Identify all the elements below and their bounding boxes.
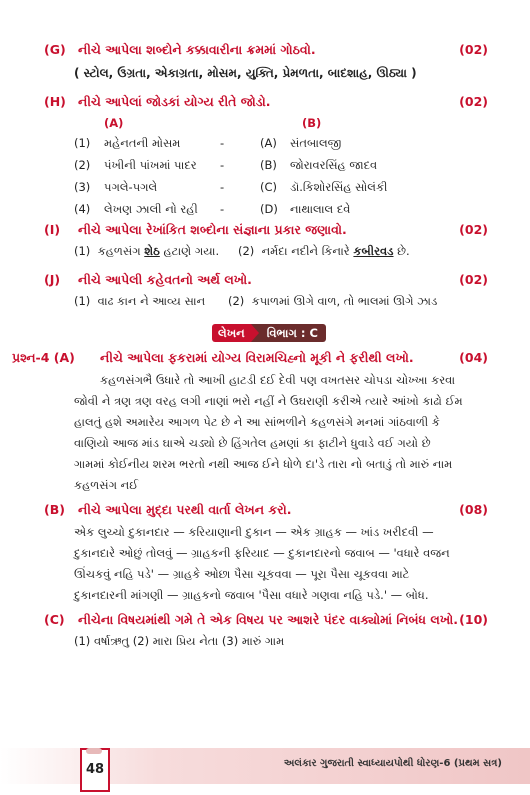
question-c bbox=[0, 612, 530, 648]
story-line: ઊંચકવું નહિ પડે' — ગ્રાહકે ઓછા પૈસા ચૂકવવા — પૂરા પૈસા ચૂકવવા માટે bbox=[74, 567, 410, 581]
marks: (10) bbox=[459, 612, 488, 627]
paragraph-line: વાણિયો આજ માંડ ઘાએ ચડ્યો છે હિંગતેલ હમણાં કા ફાટીને ધુવાડે વઈ ગયો છે bbox=[74, 436, 431, 450]
marks: (08) bbox=[459, 502, 488, 517]
sentence-1 bbox=[74, 244, 219, 259]
option-letter: (B) bbox=[260, 158, 277, 172]
question-title: નીચે આપેલાં જોડકાં યોગ્ય રીતે જોડો. bbox=[78, 94, 271, 109]
question-letter: (I) bbox=[44, 222, 61, 237]
row-number: (4) bbox=[74, 202, 91, 216]
question-title: નીચે આપેલા ફકરામાં યોગ્ય વિરામચિહ્નો મૂકી ને ફરીથી લખો. bbox=[100, 350, 414, 365]
row-number: (1) bbox=[74, 136, 91, 150]
paragraph-line: જોવી ને ત્રણ ત્રણ વરહ લગી નાણાં ભરો નહીં ને ઉઘરાણી કરીએ ત્યારે આંખો કાઢો ઈમ bbox=[74, 394, 463, 408]
column-a-header: (A) bbox=[104, 116, 124, 130]
marks: (02) bbox=[459, 42, 488, 57]
binding-ring-icon bbox=[86, 748, 102, 754]
section-label: વિભાગ : C bbox=[259, 324, 326, 342]
column-b-item: ડૉ.કિશોરસિંહ સોલંકી bbox=[290, 180, 388, 194]
sentence-text: કહળસંગ bbox=[97, 244, 145, 258]
column-b-header: (B) bbox=[302, 116, 322, 130]
proverb-1 bbox=[74, 294, 205, 309]
proverb-2 bbox=[228, 294, 437, 309]
sentence-text: નર્મદા નદીને કિનારે bbox=[261, 244, 354, 258]
essay-topics: (1) વર્ષાઋતુ (2) મારા પ્રિય નેતા (3) મારું ગામ bbox=[74, 634, 285, 648]
question-title: નીચે આપેલી કહેવતનો અર્થ લખો. bbox=[78, 272, 252, 287]
column-a-item: મહેનતની મોસમ bbox=[104, 136, 181, 150]
page-number: 48 bbox=[85, 762, 105, 777]
question-letter: (J) bbox=[44, 272, 61, 287]
proverb-number: (2) bbox=[228, 294, 245, 308]
question-letter: (G) bbox=[44, 42, 66, 57]
question-title: નીચે આપેલા શબ્દોને કક્કાવારીના ક્રમમાં ગોઠવો. bbox=[78, 42, 316, 57]
question-title: નીચે આપેલા મુદ્દા પરથી વાર્તા લેખન કરો. bbox=[78, 502, 292, 517]
question-g bbox=[0, 42, 530, 80]
story-points bbox=[74, 522, 484, 606]
option-letter: (D) bbox=[260, 202, 278, 216]
sentence-2 bbox=[238, 244, 410, 259]
underlined-word: કબીરવડ bbox=[353, 244, 394, 258]
story-line: દુકાનદારની માંગણી — ગ્રાહકનો જવાબ 'પૈસા વધારે ગણવા નહિ પડે.' — બોધ. bbox=[74, 588, 429, 602]
question-b bbox=[0, 502, 530, 602]
question-h bbox=[0, 94, 530, 216]
paragraph-line: ગામમાં કોઈનીય શરમ ભરતો નથી આજ ઈને ધોળે દા'ડે તારા નો બતાડું તો મારું નામ bbox=[74, 457, 453, 471]
question-prefix: પ્રશ્ન-4 (A) bbox=[12, 350, 75, 365]
question-letter: (C) bbox=[44, 612, 65, 627]
paragraph-line: હાલતું હશે અમારેય આગળ પેટ છે ને આ સાંભળીને કહળસંગે મનમાં ગાંઠવાળી કે bbox=[74, 415, 440, 429]
arrow-icon bbox=[251, 324, 259, 342]
match-dash: - bbox=[220, 202, 225, 216]
word-list: ( સ્ટોલ, ઉગ્રતા, એકાગ્રતા, મોસમ, યુક્તિ, પ્રેમળતા, બાદશાહ, ઊઠ્યા ) bbox=[74, 66, 417, 80]
column-a-item: લેખણ ઝાલી નો રહી bbox=[104, 202, 198, 216]
option-letter: (A) bbox=[260, 136, 277, 150]
underlined-word: શેઠ bbox=[144, 244, 160, 258]
column-b-item: નાથાલાલ દવે bbox=[290, 202, 351, 216]
question-j bbox=[0, 272, 530, 308]
sentence-number: (2) bbox=[238, 244, 255, 258]
section-banner bbox=[212, 324, 326, 342]
match-dash: - bbox=[220, 180, 225, 194]
question-letter: (B) bbox=[44, 502, 65, 517]
story-line: દુકાનદારે ઓછું તોલવું — ગ્રાહકની ફરિયાદ — દુકાનદારનો જવાબ — 'વધારે વજન bbox=[74, 546, 450, 560]
paragraph-line: કહળસંગ નઈ bbox=[74, 478, 139, 492]
question-4a bbox=[0, 350, 530, 492]
match-dash: - bbox=[220, 158, 225, 172]
marks: (04) bbox=[459, 350, 488, 365]
proverb-text: કપાળમાં ઊગે વાળ, તો ભાલમાં ઊગે ઝાડ bbox=[251, 294, 438, 308]
column-a-item: પંખીની પાંખમાં પાદર bbox=[104, 158, 197, 172]
column-a-item: પગલે-પગલે bbox=[104, 180, 158, 194]
column-b-item: જોરાવરસિંહ જાદવ bbox=[290, 158, 378, 172]
question-title: નીચેના વિષયમાંથી ગમે તે એક વિષય પર આશરે પંદર વાક્યોમાં નિબંધ લખો. bbox=[78, 612, 458, 627]
match-table bbox=[74, 116, 494, 216]
paragraph-line: કહળસંગભૈ ઉધારે તો આખી હાટડી દઈ દેવી પણ વખતસર ચોપડા ચોખ્ખા કરવા bbox=[100, 373, 456, 387]
story-line: એક લુચ્ચો દુકાનદાર — કરિયાણાની દુકાન — એક ગ્રાહક — ખાંડ ખરીદવી — bbox=[74, 525, 434, 539]
sentence-text: છે. bbox=[393, 244, 410, 258]
proverb-text: વાઢ કાન ને આવ્ય સાન bbox=[97, 294, 206, 308]
page-number-tab bbox=[80, 748, 110, 792]
marks: (02) bbox=[459, 272, 488, 287]
question-letter: (H) bbox=[44, 94, 66, 109]
question-i bbox=[0, 222, 530, 258]
proverb-number: (1) bbox=[74, 294, 91, 308]
paragraph bbox=[74, 370, 484, 496]
book-title: અલંકાર ગુજરાતી સ્વાધ્યાયપોથી ધોરણ-6 (પ્રથમ સત્ર) bbox=[283, 758, 502, 769]
sentence-text: હટાણે ગયા. bbox=[159, 244, 220, 258]
option-letter: (C) bbox=[260, 180, 278, 194]
match-dash: - bbox=[220, 136, 225, 150]
sentence-number: (1) bbox=[74, 244, 91, 258]
marks: (02) bbox=[459, 94, 488, 109]
row-number: (2) bbox=[74, 158, 91, 172]
row-number: (3) bbox=[74, 180, 91, 194]
column-b-item: સંતબાલજી bbox=[290, 136, 342, 150]
question-title: નીચે આપેલા રેખાંકિત શબ્દોના સંજ્ઞાના પ્રકાર જણાવો. bbox=[78, 222, 347, 237]
marks: (02) bbox=[459, 222, 488, 237]
section-tag: લેખન bbox=[212, 324, 251, 342]
